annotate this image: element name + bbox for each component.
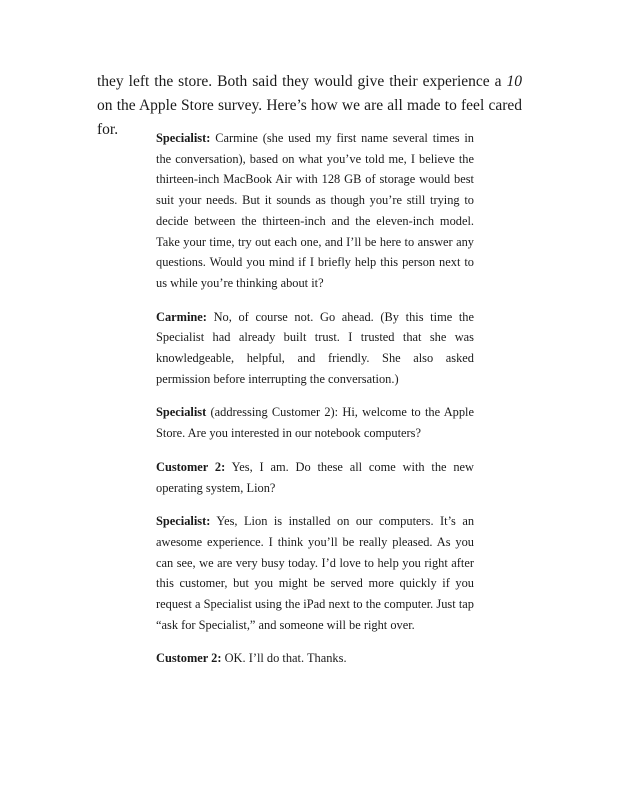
- dialogue-text: No, of course not. Go ahead. (By this time the Specialist had already built trust. I trusted that she was knowledgeable, helpful, and friendly. She also asked permission before interrupting the conversation.): [156, 309, 474, 386]
- dialogue-exchange: [156, 457, 474, 498]
- dialogue-text: Yes, Lion is installed on our computers. It’s an awesome experience. I think you’ll be really pleased. As you can see, we are very busy today. I’d love to help you right after this customer, but you might be served more quickly if you request a Specialist using the iPad next to the computer. Just tap “ask for Specialist,” and someone will be right over.: [156, 514, 475, 632]
- speaker-name: Specialist: [156, 405, 207, 420]
- dialogue-text: Carmine (she used my first name several times in the conversation), based on what you’ve told me, I believe the thirteen-inch MacBook Air with 128 GB of storage would best suit your needs. But it sounds as though you’re still trying to decide between the thirteen-inch and the eleven-inch model. Take your time, try out each one, and I’ll be here to answer any questions. Would you mind if I briefly help this person next to us while you’re thinking about it?: [156, 131, 474, 290]
- dialogue-text: OK. I’ll do that. Thanks.: [224, 651, 347, 666]
- intro-text-after: on the Apple Store survey. Here’s how we are all made to feel cared for.: [97, 97, 522, 138]
- dialogue-text: (addressing Customer 2): Hi, welcome to the Apple Store. Are you interested in our notebook computers?: [156, 405, 474, 441]
- dialogue-text: Yes, I am. Do these all come with the new operating system, Lion?: [156, 459, 475, 495]
- speaker-name: Customer 2:: [156, 459, 226, 474]
- intro-text-before: they left the store. Both said they would give their experience a: [97, 73, 502, 90]
- dialogue-exchange: [156, 648, 474, 669]
- dialogue-exchange: [156, 511, 474, 635]
- speaker-name: Customer 2:: [156, 651, 222, 666]
- dialogue-exchange: [156, 307, 474, 390]
- speaker-name: Specialist:: [156, 131, 211, 145]
- speaker-name: Specialist:: [156, 514, 211, 529]
- dialogue-block: [156, 128, 474, 682]
- dialogue-exchange: [156, 402, 474, 443]
- speaker-name: Carmine:: [156, 309, 207, 324]
- dialogue-exchange: [156, 128, 474, 294]
- rating-value: 10: [506, 73, 522, 90]
